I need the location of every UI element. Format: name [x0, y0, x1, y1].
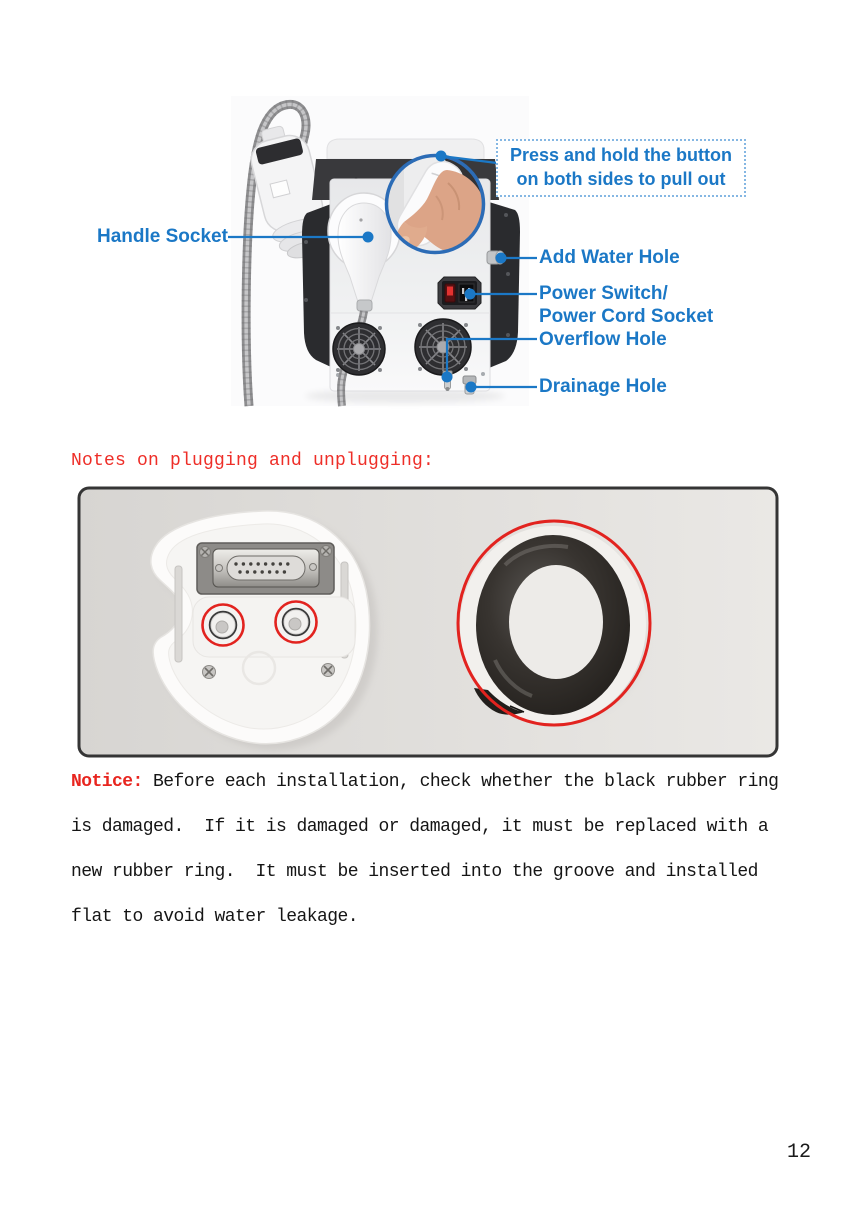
notice-label: Notice: [71, 772, 143, 792]
rubber-ring-photo [458, 521, 650, 725]
cooling-fan-right [415, 319, 471, 375]
inset-photo-hand-grip [386, 155, 486, 253]
power-switch-rocker [447, 287, 453, 296]
label-power-switch: Power Switch/ [539, 283, 668, 304]
callout-press-hold [496, 139, 746, 197]
notice-body: Before each installation, check whether the black rubber ring is damaged. If it is damaged or damaged, it must be replaced with a new rubber ring. It must be inserted into the groove and installed flat to avoid water leakage. [71, 772, 789, 927]
label-overflow-hole: Overflow Hole [539, 329, 667, 350]
callout-line-1: Press and hold the button [509, 145, 732, 165]
machine-left-wing [302, 204, 331, 367]
notice-paragraph [71, 760, 793, 940]
callout-line-2: on both sides to pull out [516, 169, 726, 189]
db15-connector [197, 543, 334, 594]
cooling-fan-left [333, 323, 385, 375]
photo-frame [79, 488, 777, 756]
label-power-switch-socket [539, 282, 713, 328]
machine-illustration [228, 96, 537, 406]
label-add-water-hole: Add Water Hole [539, 247, 680, 268]
machine-right-wing [489, 202, 520, 368]
label-drainage-hole: Drainage Hole [539, 376, 667, 397]
section-heading: Notes on plugging and unplugging: [71, 451, 435, 471]
label-power-cord-socket: Power Cord Socket [539, 306, 714, 327]
page-number: 12 [787, 1141, 812, 1164]
machine-top-cap [327, 139, 484, 159]
label-handle-socket: Handle Socket [97, 226, 228, 247]
